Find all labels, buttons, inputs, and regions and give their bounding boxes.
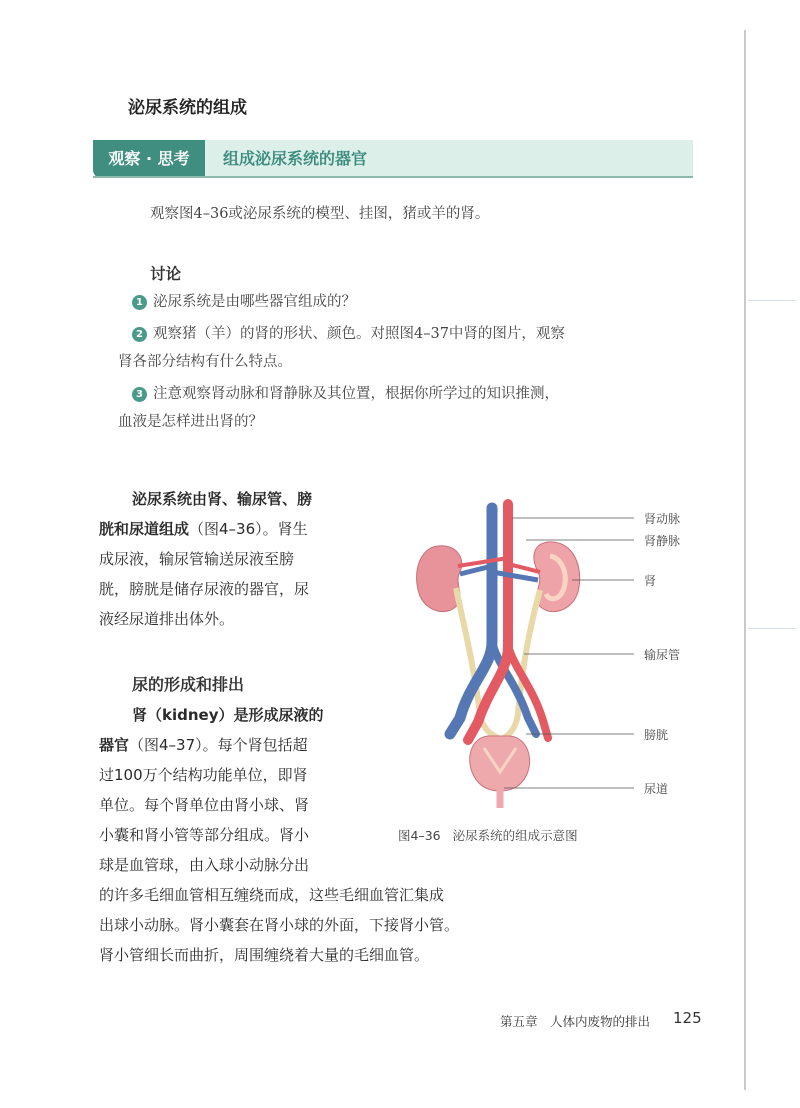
observe-think-tag: 观察 · 思考 xyxy=(93,140,205,178)
section-title: 泌尿系统的组成 xyxy=(128,98,247,118)
para2-bold-text: 器官 xyxy=(99,736,130,754)
question-number-badge: 2 xyxy=(132,327,147,342)
para1-line xyxy=(99,514,308,544)
para1-line: 成尿液，输尿管输送尿液至膀 xyxy=(99,550,295,568)
para2-line: 肾（kidney）是形成尿液的 xyxy=(132,706,324,724)
label-urethra: 尿道 xyxy=(644,782,669,796)
question-number-badge: 1 xyxy=(132,295,147,310)
question-2 xyxy=(132,324,565,344)
edge-mark xyxy=(748,300,796,301)
para2-text: （图4–37）。每个肾包括超 xyxy=(129,736,308,754)
question-1 xyxy=(132,292,356,312)
question-3-continued: 血液是怎样进出肾的？ xyxy=(118,414,263,430)
question-text: 观察猪（羊）的肾的形状、颜色。对照图4–37中肾的图片，观察 xyxy=(153,326,565,342)
question-3 xyxy=(132,384,559,404)
observe-title: 组成泌尿系统的器官 xyxy=(223,149,368,168)
para2-line: 小囊和肾小管等部分组成。肾小 xyxy=(99,826,310,844)
para2-line: 的许多毛细血管相互缠绕而成，这些毛细血管汇集成 xyxy=(99,886,445,904)
para2-line: 肾小管细长而曲折，周围缠绕着大量的毛细血管。 xyxy=(99,946,430,964)
figure-number: 图4–36 xyxy=(398,828,441,843)
para2-line: 出球小动脉。肾小囊套在肾小球的外面，下接肾小管。 xyxy=(99,916,460,934)
para2-line: 单位。每个肾单位由肾小球、肾 xyxy=(99,796,310,814)
question-text: 泌尿系统是由哪些器官组成的？ xyxy=(153,294,356,310)
para2-line: 球是血管球，由入球小动脉分出 xyxy=(99,856,310,874)
observe-title-bar xyxy=(205,140,693,178)
figure-caption-text: 泌尿系统的组成示意图 xyxy=(452,828,578,843)
page-binding-edge xyxy=(744,30,746,1090)
observe-intro: 观察图4–36或泌尿系统的模型、挂图，猪或羊的肾。 xyxy=(150,206,490,222)
banner-underline xyxy=(93,176,693,178)
para2-line: 过100万个结构功能单位，即肾 xyxy=(99,766,308,784)
page-number: 125 xyxy=(673,1009,702,1027)
question-number-badge: 3 xyxy=(132,387,147,402)
para1-line: 泌尿系统由肾、输尿管、膀 xyxy=(132,490,313,508)
label-renal-vein: 肾静脉 xyxy=(644,534,681,548)
footer-chapter-title: 第五章 人体内废物的排出 xyxy=(500,1014,651,1029)
label-bladder: 膀胱 xyxy=(644,728,669,742)
para1-line: 液经尿道排出体外。 xyxy=(99,610,235,628)
para1-bold-text: 胱和尿道组成 xyxy=(99,520,190,538)
para2-line xyxy=(99,730,308,760)
urinary-system-figure xyxy=(398,496,698,816)
para1-line: 胱，膀胱是储存尿液的器官，尿 xyxy=(99,580,310,598)
label-ureter: 输尿管 xyxy=(644,648,681,662)
label-kidney: 肾 xyxy=(644,574,657,588)
subheading-urine-formation: 尿的形成和排出 xyxy=(132,675,245,694)
edge-mark xyxy=(748,628,796,629)
label-renal-artery: 肾动脉 xyxy=(644,512,681,526)
observe-think-banner xyxy=(93,140,693,178)
question-text: 注意观察肾动脉和肾静脉及其位置，根据你所学过的知识推测， xyxy=(153,386,559,402)
para1-text: （图4–36）。肾生 xyxy=(189,520,308,538)
discussion-heading: 讨论 xyxy=(150,265,182,283)
question-2-continued: 肾各部分结构有什么特点。 xyxy=(118,354,292,370)
figure-caption xyxy=(398,826,590,844)
